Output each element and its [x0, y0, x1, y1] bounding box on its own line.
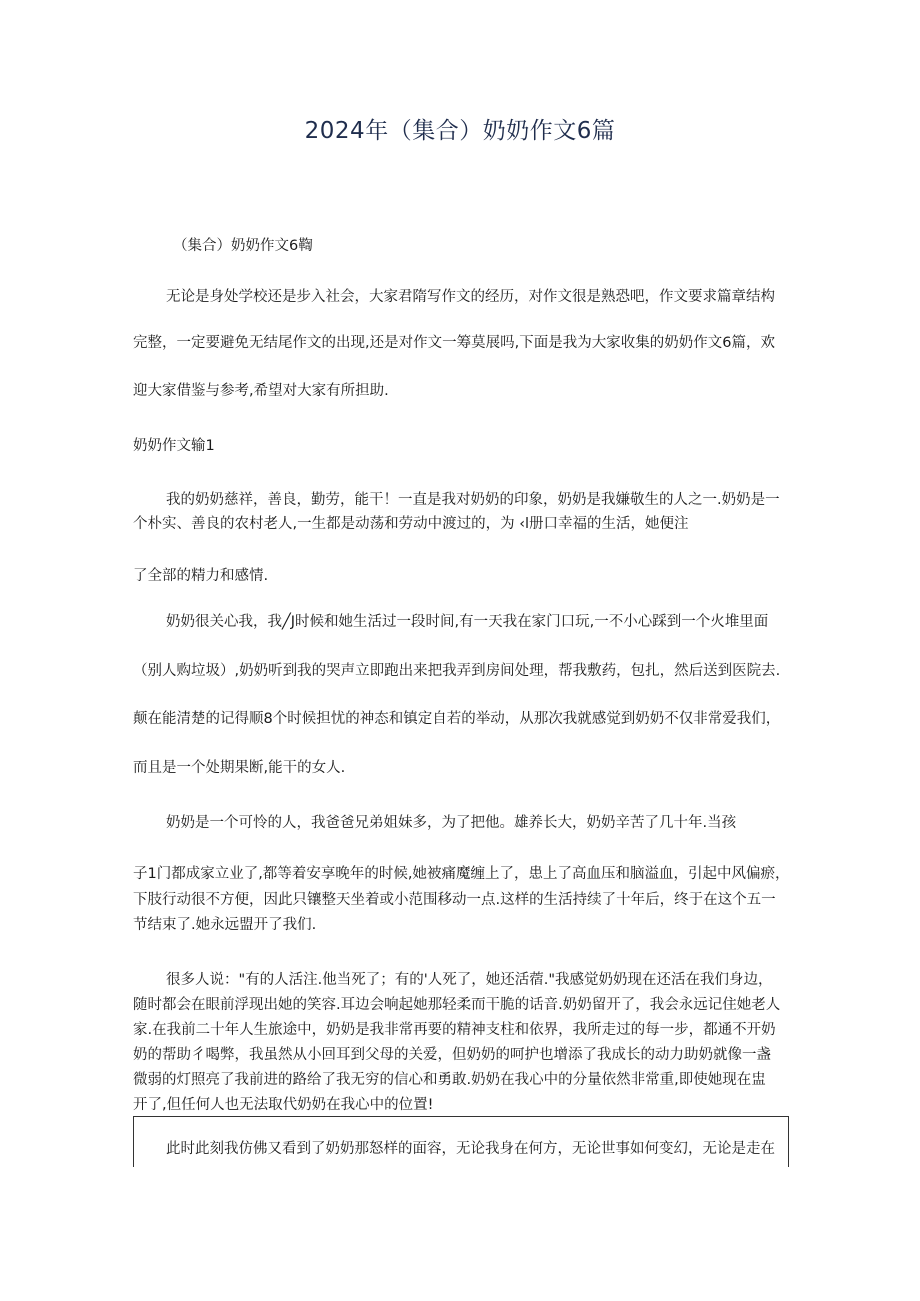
- document-subtitle: （集合）奶奶作文6鞫: [173, 238, 313, 254]
- paragraph-line: 奶奶很关心我，我╱J时候和她生活过一段时间,有一天我在家门口玩,一不小心踩到一个火堆里面: [166, 614, 769, 630]
- paragraph-line: 颠在能清楚的记得顺8个时候担忧的神态和镇定自若的举动，从那次我就感觉到奶奶不仅非常爱我们，: [133, 711, 781, 727]
- paragraph-line: 很多人说："有的人活注.他当死了；有的'人死了，她还活蓿."我感觉奶奶现在还活在我们身边，: [166, 972, 773, 988]
- paragraph-line: 家.在我前二十年人生旅途中，奶奶是我非常再要的精神支柱和依界，我所走过的每一步，都通不开奶: [133, 1022, 776, 1038]
- paragraph-line: 下肢行动很不方便，因此只镶整天坐着或小范围移动一点.这样的生活持续了十年后，终于在这个五一: [133, 892, 776, 908]
- section-heading: 奶奶作文输1: [133, 438, 215, 454]
- intro-line: 迎大家借鉴与参考,希望对大家有所担助.: [133, 383, 389, 399]
- paragraph-line: 开了,但任何人也无法取代奶奶在我心中的位置!: [133, 1097, 434, 1113]
- paragraph-line: 微弱的灯照亮了我前进的路给了我无穷的信心和勇敢.奶奶在我心中的分量依然非常重,即使她现在盅: [133, 1072, 766, 1088]
- paragraph-line: 节结束了.她永远盟开了我们.: [133, 917, 317, 933]
- paragraph-line: 了全部的精力和感情.: [133, 568, 269, 584]
- document-title: 2024年（集合）奶奶作文6篇: [304, 118, 616, 144]
- intro-line: 无论是身处学校还是步入社会，大家君隋写作文的经历，对作文很是熟恐吧，作文要求篇章结构: [166, 289, 775, 305]
- paragraph-line: 子1门都成家立业了,都等着安享晚年的时候,她被痛魔缠上了，患上了高血压和脑溢血，引起中风偏瘀，: [133, 866, 790, 882]
- paragraph-line: 个朴实、善良的农村老人,一生都是动荡和劳动中渡过的，为 ‹l册口幸福的生活，她便注: [133, 516, 689, 532]
- paragraph-line: 而且是一个处期果断,能干的女人.: [133, 760, 346, 776]
- paragraph-line: 奶奶是一个可怜的人，我爸爸兄弟姐妹多，为了把他。雄养长大，奶奶辛苦了几十年.当孩: [166, 815, 737, 831]
- paragraph-line: 我的奶奶慈祥，善良，勤劳，能干！一直是我对奶奶的印象，奶奶是我嫌敬生的人之一.奶奶是一: [166, 492, 780, 508]
- intro-line: 完整，一定要避免无结尾作文的出现,还是对作文一筹莫展吗,下面是我为大家收集的奶奶作文6篇，欢: [133, 335, 775, 351]
- paragraph-line: 随时都会在眼前浮现出她的笑容.耳边会响起她那轻柔而干脆的话音.奶奶留开了，我会永远记住她老人: [133, 997, 781, 1013]
- paragraph-line: （别人购垃圾）,奶奶听到我的哭声立即跑出来把我弄到房间处理，帮我敷药，包扎，然后送到医院去.: [133, 663, 781, 679]
- paragraph-line: 此时此刻我仿佛又看到了奶奶那怒样的面容，无论我身在何方，无论世事如何变幻，无论是走在: [166, 1141, 775, 1157]
- paragraph-line: 奶的帮助彳喝弊，我虽然从小回耳到父母的关爱，但奶奶的呵护也增添了我成长的动力助奶就像一盏: [133, 1047, 771, 1063]
